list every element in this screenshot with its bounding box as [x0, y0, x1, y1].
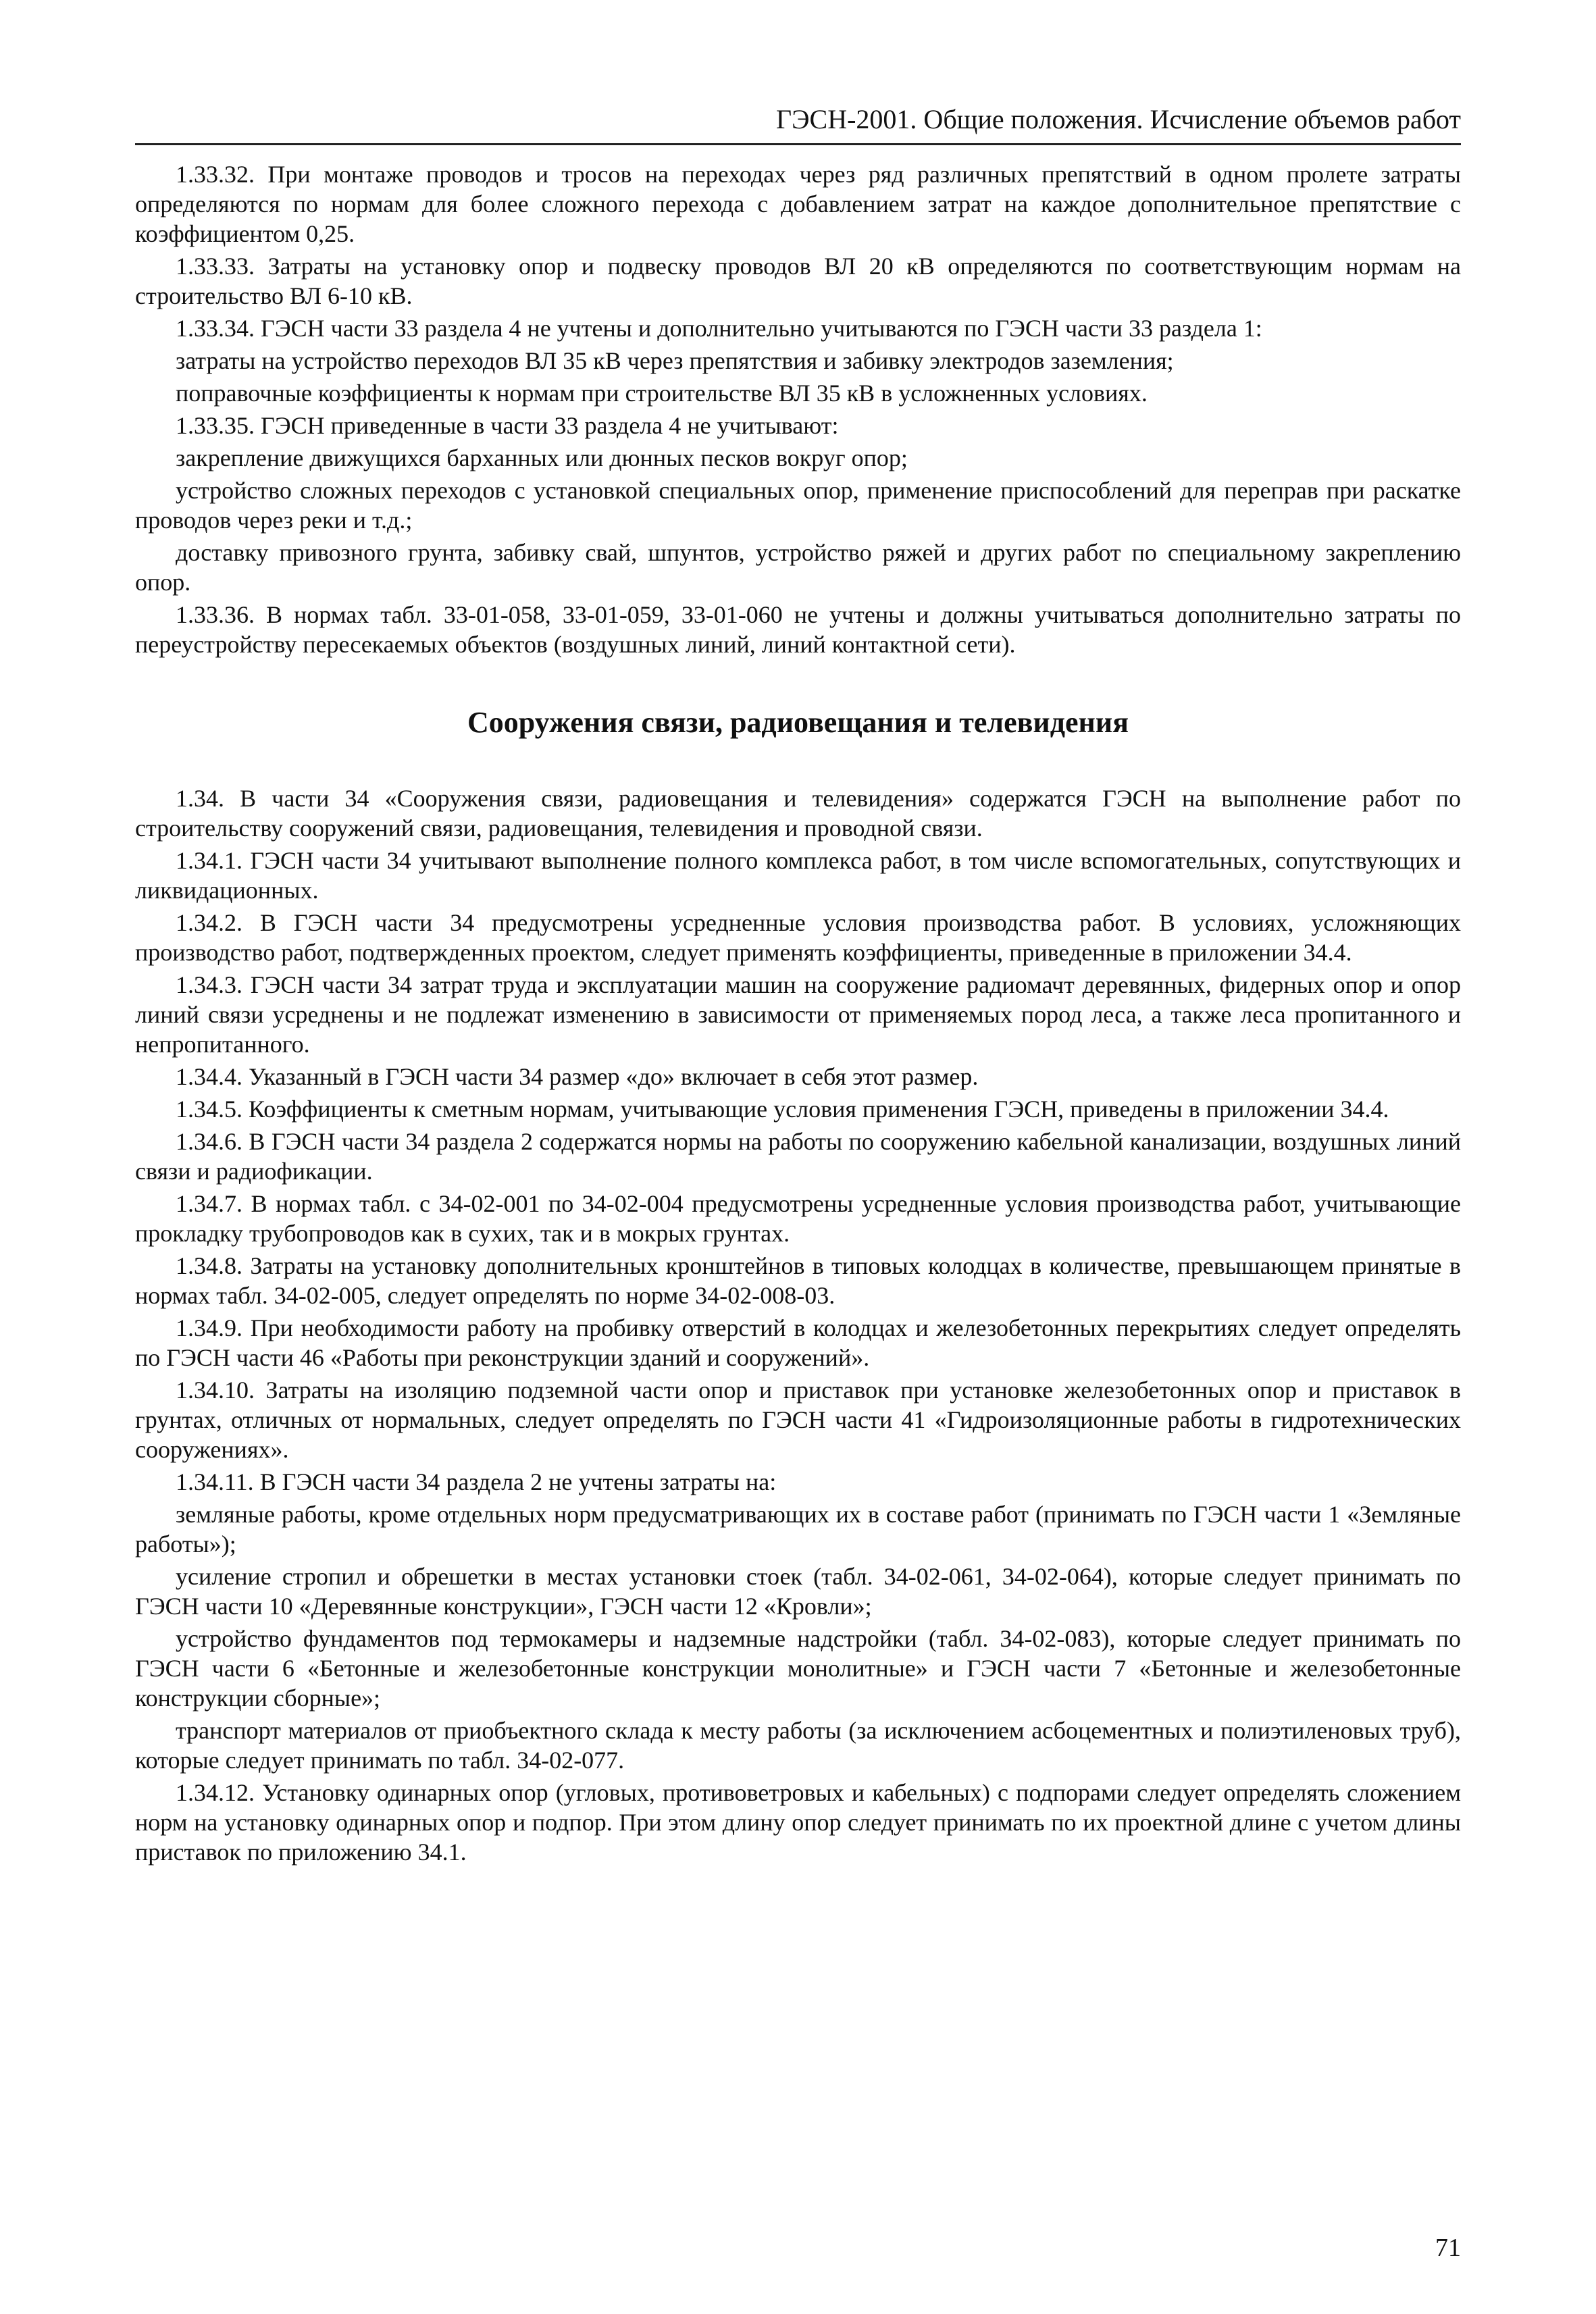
- paragraph: устройство сложных переходов с установкой специальных опор, применение приспособлений для переправ при раскатке проводов через реки и т.д.;: [135, 477, 1461, 534]
- paragraph: затраты на устройство переходов ВЛ 35 кВ через препятствия и забивку электродов заземления;: [176, 347, 1174, 374]
- paragraph: земляные работы, кроме отдельных норм предусматривающих их в составе работ (принимать по ГЭСН части 1 «Земляные работы»);: [135, 1501, 1461, 1558]
- paragraph: 1.34.2. В ГЭСН части 34 предусмотрены усредненные условия производства работ. В условиях, усложняющих производство работ, подтвержденных проектом, следует применять коэффициенты, приведенные в приложении 34.4.: [135, 909, 1461, 966]
- paragraph: 1.33.33. Затраты на установку опор и подвеску проводов ВЛ 20 кВ определяются по соответствующим нормам на строительство ВЛ 6-10 кВ.: [135, 253, 1461, 309]
- document-body: [135, 159, 1461, 1870]
- paragraph: усиление стропил и обрешетки в местах установки стоек (табл. 34-02-061, 34-02-064), которые следует принимать по ГЭСН части 10 «Деревянные конструкции», ГЭСН части 12 «Кровли»;: [135, 1563, 1461, 1620]
- paragraph: 1.33.32. При монтаже проводов и тросов на переходах через ряд различных препятствий в одном пролете затраты определяются по нормам для более сложного перехода с добавлением затрат на каждое дополнительное препятствие с коэффициентом 0,25.: [135, 161, 1461, 247]
- paragraph: 1.34.11. В ГЭСН части 34 раздела 2 не учтены затраты на:: [176, 1468, 777, 1495]
- paragraph: 1.34.9. При необходимости работу на пробивку отверстий в колодцах и железобетонных перекрытиях следует определять по ГЭСН части 46 «Работы при реконструкции зданий и сооружений».: [135, 1314, 1461, 1371]
- paragraph: 1.33.35. ГЭСН приведенные в части 33 раздела 4 не учитывают:: [176, 412, 839, 439]
- paragraph: 1.33.36. В нормах табл. 33-01-058, 33-01-059, 33-01-060 не учтены и должны учитываться дополнительно затраты по переустройству пересекаемых объектов (воздушных линий, линий контактной сети).: [135, 601, 1461, 658]
- section-title: Сооружения связи, радиовещания и телевидения: [467, 706, 1129, 739]
- paragraph: устройство фундаментов под термокамеры и надземные надстройки (табл. 34-02-083), которые следует принимать по ГЭСН части 6 «Бетонные и железобетонные конструкции монолитные» и ГЭСН части 7 «Бетонные и железобетонные конструкции сборные»;: [135, 1625, 1461, 1712]
- paragraph: 1.34.4. Указанный в ГЭСН части 34 размер «до» включает в себя этот размер.: [176, 1063, 979, 1090]
- paragraph: 1.34.3. ГЭСН части 34 затрат труда и эксплуатации машин на сооружение радиомачт деревянных, фидерных опор и опор линий связи усреднены и не подлежат изменению в зависимости от применяемых пород леса, а также леса пропитанного и непропитанного.: [135, 971, 1461, 1058]
- paragraph: транспорт материалов от приобъектного склада к месту работы (за исключением асбоцементных и полиэтиленовых труб), которые следует принимать по табл. 34-02-077.: [135, 1717, 1461, 1774]
- paragraph: 1.34. В части 34 «Сооружения связи, радиовещания и телевидения» содержатся ГЭСН на выполнение работ по строительству сооружений связи, радиовещания, телевидения и проводной связи.: [135, 785, 1461, 842]
- paragraph: 1.34.6. В ГЭСН части 34 раздела 2 содержатся нормы на работы по сооружению кабельной канализации, воздушных линий связи и радиофикации.: [135, 1128, 1461, 1185]
- paragraph: 1.34.1. ГЭСН части 34 учитывают выполнение полного комплекса работ, в том числе вспомогательных, сопутствующих и ликвидационных.: [135, 847, 1461, 904]
- page-number: 71: [1435, 2234, 1461, 2262]
- paragraph: 1.34.12. Установку одинарных опор (угловых, противоветровых и кабельных) с подпорами следует определять сложением норм на установку одинарных опор и подпор. При этом длину опор следует принимать по их проектной длине с учетом длины приставок по приложению 34.1.: [135, 1779, 1461, 1866]
- paragraph: закрепление движущихся барханных или дюнных песков вокруг опор;: [176, 444, 908, 471]
- paragraph: 1.33.34. ГЭСН части 33 раздела 4 не учтены и дополнительно учитываются по ГЭСН части 33 раздела 1:: [176, 315, 1262, 342]
- paragraph: 1.34.7. В нормах табл. с 34-02-001 по 34-02-004 предусмотрены усредненные условия производства работ, учитывающие прокладку трубопроводов как в сухих, так и в мокрых грунтах.: [135, 1190, 1461, 1247]
- paragraph: 1.34.5. Коэффициенты к сметным нормам, учитывающие условия применения ГЭСН, приведены в приложении 34.4.: [176, 1096, 1389, 1123]
- paragraph: 1.34.8. Затраты на установку дополнительных кронштейнов в типовых колодцах в количестве, превышающем принятые в нормах табл. 34-02-005, следует определять по норме 34-02-008-03.: [135, 1252, 1461, 1309]
- paragraph: поправочные коэффициенты к нормам при строительстве ВЛ 35 кВ в усложненных условиях.: [176, 380, 1148, 407]
- running-header: ГЭСН-2001. Общие положения. Исчисление объемов работ: [135, 101, 1461, 145]
- paragraph: 1.34.10. Затраты на изоляцию подземной части опор и приставок при установке железобетонных опор и приставок в грунтах, отличных от нормальных, следует определять по ГЭСН части 41 «Гидроизоляционные работы в гидротехнических сооружениях».: [135, 1377, 1461, 1463]
- paragraph: доставку привозного грунта, забивку свай, шпунтов, устройство ряжей и других работ по специальному закреплению опор.: [135, 539, 1461, 596]
